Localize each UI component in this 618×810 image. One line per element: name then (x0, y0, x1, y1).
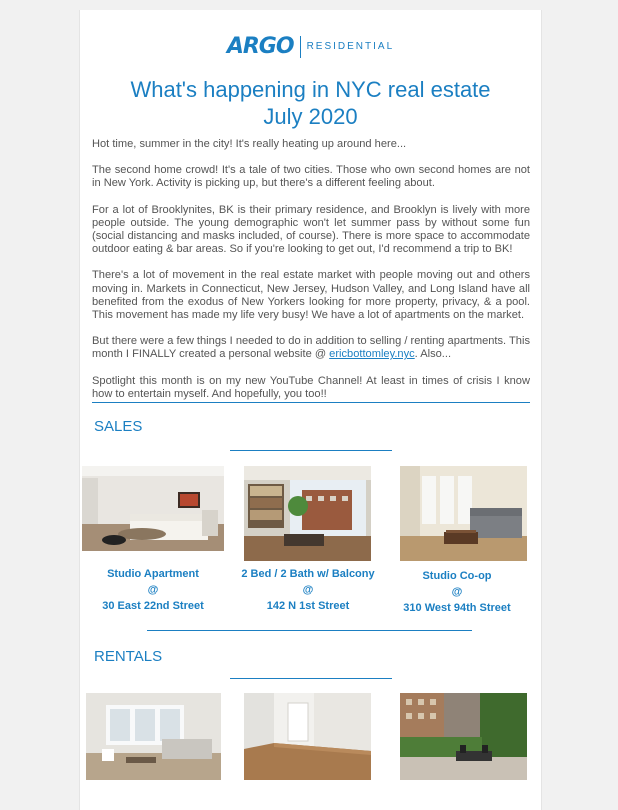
logo-divider (300, 36, 301, 58)
apartment-photo-icon (86, 693, 221, 780)
rentals-heading: RENTALS (94, 648, 163, 665)
listing-at: @ (302, 584, 314, 596)
listing-photo-studio-apartment[interactable] (82, 466, 224, 551)
listing-photo-2bed-balcony[interactable] (244, 466, 371, 561)
apartment-photo-icon (400, 466, 527, 561)
listing-caption[interactable] (386, 568, 528, 616)
paragraph-text: But there were a few things I needed to do in addition to selling / renting apartments. This month I FINALLY created a personal website @ (92, 335, 530, 361)
intro-text (92, 138, 530, 414)
rentals-underline (230, 678, 392, 679)
intro-paragraph: There's a lot of movement in the real estate market with people moving out and others moving in. Markets in Connecticut, New Jersey, Hudson Valley, and Long Island have all benefited from the exodus of New Yorkers looking for more property, privacy, & a pool. This movement has made my life very busy! We have a lot of apartments on the market. (92, 269, 530, 322)
paragraph-text: . Also... (414, 348, 452, 361)
sales-underline (230, 450, 392, 451)
rental-photo-terrace[interactable] (400, 693, 527, 780)
intro-paragraph: For a lot of Brooklynites, BK is their primary residence, and Brooklyn is lively with more people outside. The young demographic won't let summer pass by without some fun (social distancing and masks included, of course). There is more space to accommodate outdoor eating & bar areas. So if you're looking to get out, I'd recommend a trip to BK! (92, 203, 530, 256)
rental-photo-living-room[interactable] (86, 693, 221, 780)
listing-name: 2 Bed / 2 Bath w/ Balcony (241, 568, 375, 580)
apartment-photo-icon (82, 466, 224, 551)
section-divider (92, 402, 530, 403)
intro-paragraph (92, 335, 530, 361)
newsletter-headline (80, 76, 541, 130)
listing-address: 310 West 94th Street (403, 602, 511, 614)
listing-address: 30 East 22nd Street (102, 600, 204, 612)
brand-division: RESIDENTIAL (306, 41, 395, 52)
newsletter-sheet (79, 10, 542, 810)
apartment-photo-icon (244, 466, 371, 561)
listing-at: @ (147, 584, 159, 596)
intro-paragraph: Spotlight this month is on my new YouTube Channel! At least in times of crisis I know how to entertain myself. And hopefully, you too!! (92, 374, 530, 400)
listing-photo-studio-coop[interactable] (400, 466, 527, 561)
brand-logo[interactable] (80, 34, 541, 59)
listing-name: Studio Co-op (422, 570, 492, 582)
intro-paragraph: The second home crowd! It's a tale of two cities. Those who own second homes are not in New York. Activity is picking up, but there's a different feeling about. (92, 164, 530, 190)
listing-caption[interactable] (82, 566, 224, 614)
apartment-photo-icon (244, 693, 371, 780)
personal-website-link[interactable]: ericbottomley.nyc (329, 348, 415, 361)
headline-line-2: July 2020 (263, 104, 358, 129)
brand-name: ARGO (226, 34, 294, 59)
sales-heading: SALES (94, 418, 143, 435)
listing-name: Studio Apartment (107, 568, 199, 580)
listing-caption[interactable] (237, 566, 379, 614)
headline-line-1: What's happening in NYC real estate (130, 77, 491, 102)
listing-address: 142 N 1st Street (266, 600, 350, 612)
apartment-photo-icon (400, 693, 527, 780)
section-divider (147, 630, 472, 631)
rental-photo-empty-room[interactable] (244, 693, 371, 780)
intro-paragraph: Hot time, summer in the city! It's really heating up around here... (92, 138, 407, 150)
listing-at: @ (451, 586, 463, 598)
